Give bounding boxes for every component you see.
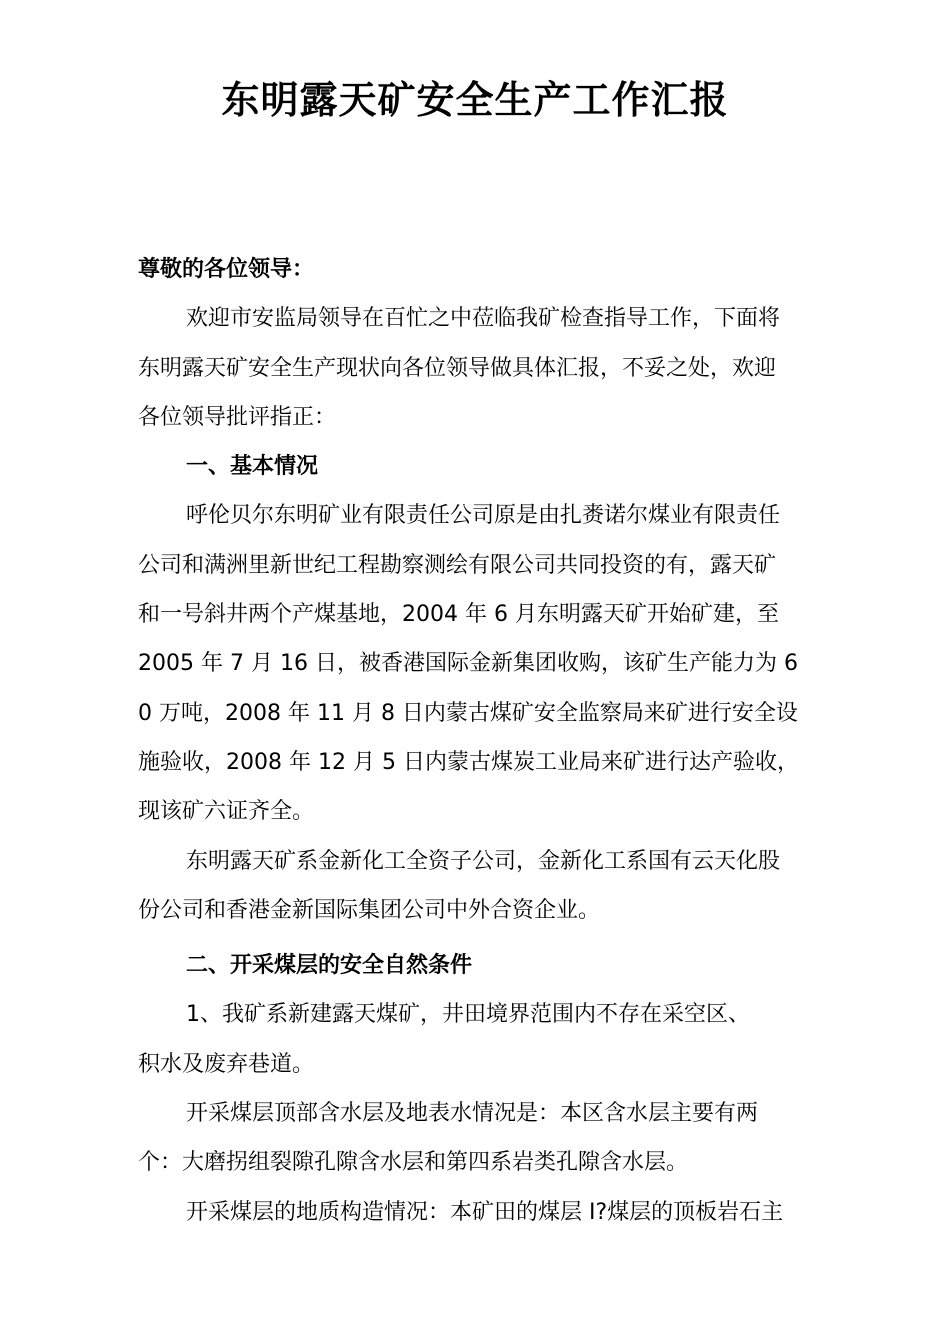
- paragraph-line: 东明露天矿安全生产现状向各位领导做具体汇报，不妥之处，欢迎: [138, 355, 777, 381]
- paragraph-line: 份公司和香港金新国际集团公司中外合资企业。: [138, 897, 601, 923]
- paragraph-line: 各位领导批评指正：: [138, 404, 337, 430]
- paragraph-line: 和一号斜井两个产煤基地，2004 年 6 月东明露天矿开始矿建，至: [138, 602, 779, 628]
- paragraph-line: 欢迎市安监局领导在百忙之中莅临我矿检查指导工作，下面将: [186, 306, 781, 332]
- document-body: [138, 245, 828, 1237]
- paragraph-line: 公司和满洲里新世纪工程勘察测绘有限公司共同投资的有，露天矿: [138, 552, 777, 578]
- document-title: 东明露天矿安全生产工作汇报: [221, 78, 729, 122]
- paragraph-line: 开采煤层的地质构造情况：本矿田的煤层 I?煤层的顶板岩石主: [186, 1199, 784, 1225]
- paragraph-line: 1、我矿系新建露天煤矿，井田境界范围内不存在采空区、: [186, 1002, 750, 1028]
- paragraph-line: 施验收，2008 年 12 月 5 日内蒙古煤炭工业局来矿进行达产验收，: [138, 749, 799, 775]
- paragraph-line: 个：大磨拐组裂隙孔隙含水层和第四系岩类孔隙含水层。: [138, 1150, 689, 1176]
- paragraph-line: 0 万吨，2008 年 11 月 8 日内蒙古煤矿安全监察局来矿进行安全设: [138, 700, 798, 726]
- greeting: 尊敬的各位领导：: [138, 257, 315, 282]
- paragraph-line: 开采煤层顶部含水层及地表水情况是：本区含水层主要有两: [186, 1101, 759, 1127]
- section-heading: 二、开采煤层的安全自然条件: [186, 953, 473, 979]
- paragraph-line: 现该矿六证齐全。: [138, 799, 315, 825]
- paragraph-line: 2005 年 7 月 16 日，被香港国际金新集团收购，该矿生产能力为 6: [138, 651, 798, 677]
- section-heading: 一、基本情况: [186, 454, 319, 480]
- paragraph-line: 东明露天矿系金新化工全资子公司，金新化工系国有云天化股: [186, 848, 781, 874]
- paragraph-line: 呼伦贝尔东明矿业有限责任公司原是由扎赉诺尔煤业有限责任: [186, 503, 781, 529]
- paragraph-line: 积水及废弃巷道。: [138, 1051, 315, 1077]
